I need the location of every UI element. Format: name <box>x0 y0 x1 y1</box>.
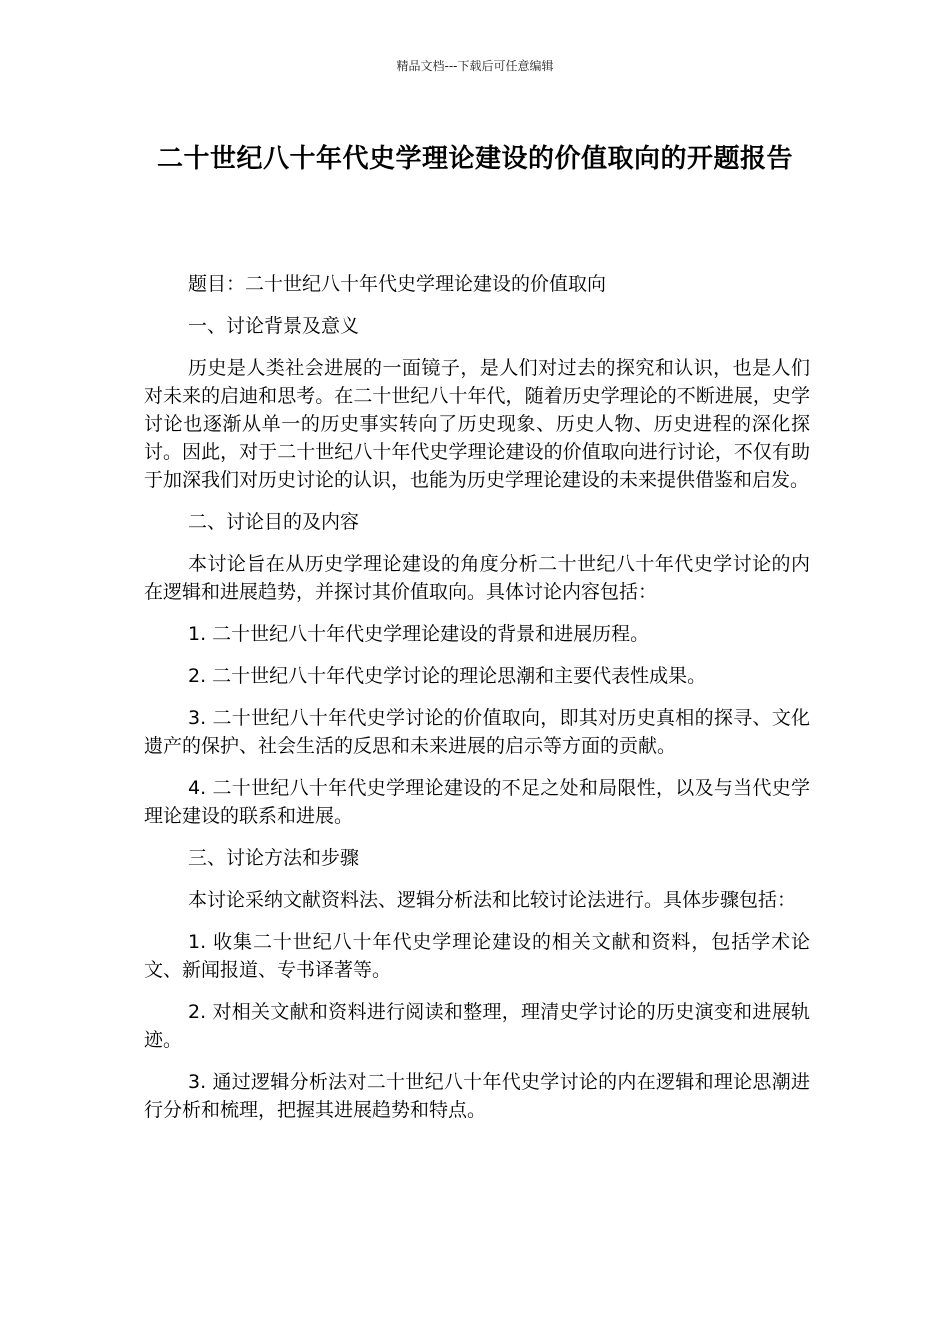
step-item-2: 2. 对相关文献和资料进行阅读和整理，理清史学讨论的历史演变和进展轨迹。 <box>144 1001 810 1051</box>
content-item-3: 3. 二十世纪八十年代史学讨论的价值取向，即其对历史真相的探寻、文化遗产的保护、社会生活的反思和未来进展的启示等方面的贡献。 <box>144 707 810 757</box>
page-header-watermark: 精品文档---下载后可任意编辑 <box>396 59 554 73</box>
content-item-2: 2. 二十世纪八十年代史学讨论的理论思潮和主要代表性成果。 <box>188 665 707 687</box>
content-item-4: 4. 二十世纪八十年代史学理论建设的不足之处和局限性，以及与当代史学理论建设的联系和进展。 <box>144 777 810 827</box>
section-heading-background: 一、讨论背景及意义 <box>188 315 360 337</box>
method-paragraph: 本讨论采纳文献资料法、逻辑分析法和比较讨论法进行。具体步骤包括： <box>188 889 797 911</box>
topic-line: 题目：二十世纪八十年代史学理论建设的价值取向 <box>188 273 607 295</box>
background-paragraph: 历史是人类社会进展的一面镜子，是人们对过去的探究和认识，也是人们对未来的启迪和思考。在二十世纪八十年代，随着历史学理论的不断进展，史学讨论也逐渐从单一的历史事实转向了历史现象、历史人物、历史进程的深化探讨。因此，对于二十世纪八十年代史学理论建设的价值取向进行讨论，不仅有助于加深我们对历史讨论的认识，也能为历史学理论建设的未来提供借鉴和启发。 <box>144 357 810 491</box>
step-item-1: 1. 收集二十世纪八十年代史学理论建设的相关文献和资料，包括学术论文、新闻报道、专书译著等。 <box>144 931 810 981</box>
section-heading-method: 三、讨论方法和步骤 <box>188 847 360 869</box>
document-title: 二十世纪八十年代史学理论建设的价值取向的开题报告 <box>156 144 793 174</box>
purpose-paragraph: 本讨论旨在从历史学理论建设的角度分析二十世纪八十年代史学讨论的内在逻辑和进展趋势，并探讨其价值取向。具体讨论内容包括： <box>144 553 810 603</box>
step-item-3: 3. 通过逻辑分析法对二十世纪八十年代史学讨论的内在逻辑和理论思潮进行分析和梳理，把握其进展趋势和特点。 <box>144 1071 810 1121</box>
section-heading-purpose: 二、讨论目的及内容 <box>188 511 360 533</box>
content-item-1: 1. 二十世纪八十年代史学理论建设的背景和进展历程。 <box>188 623 650 645</box>
document-body <box>144 270 810 1138</box>
